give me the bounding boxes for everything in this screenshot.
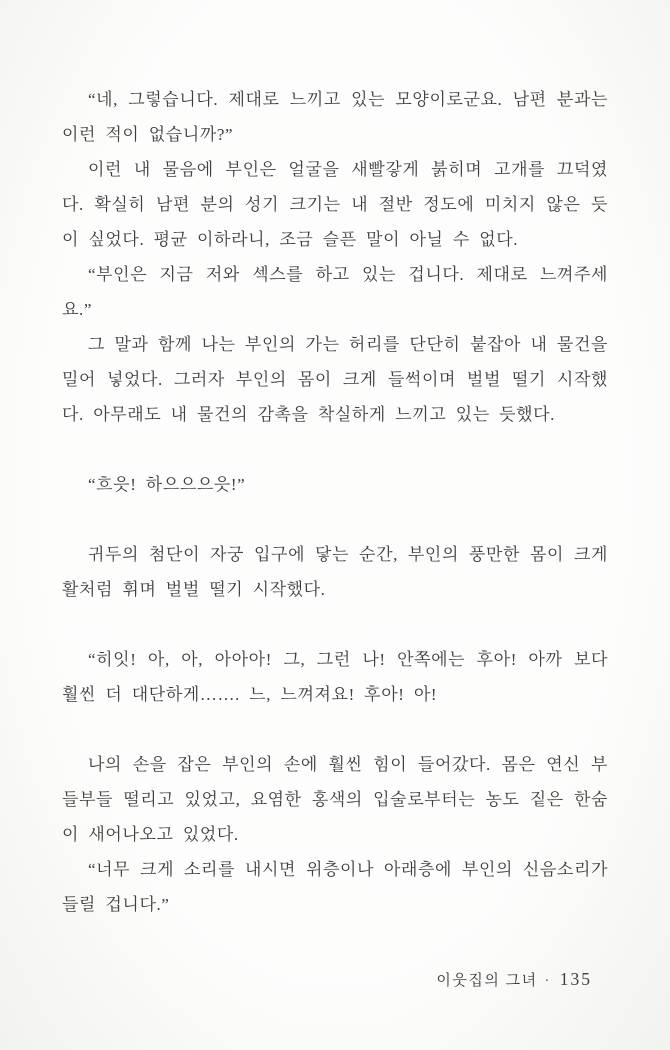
paragraph: “부인은 지금 저와 섹스를 하고 있는 겁니다. 제대로 느껴주세요.” (62, 265, 608, 319)
page-footer (436, 969, 592, 990)
paragraph: “네, 그렇습니다. 제대로 느끼고 있는 모양이로군요. 남편 분과는 이런 적이 없습니까?” (62, 90, 608, 144)
paragraph: “너무 크게 소리를 내시면 위층이나 아래층에 부인의 신음소리가 들릴 겁니다.” (62, 860, 608, 914)
paragraph: 이런 내 물음에 부인은 얼굴을 새빨갛게 붉히며 고개를 끄덕였다. 확실히 남편 분의 성기 크기는 내 절반 정도에 미치지 않은 듯이 싶었다. 평균 이하라니, 조금 슬픈 말이 아닐 수 없다. (62, 160, 608, 249)
paragraph: 그 말과 함께 나는 부인의 가는 허리를 단단히 붙잡아 내 물건을 밀어 넣었다. 그러자 부인의 몸이 크게 들썩이며 벌벌 떨기 시작했다. 아무래도 내 물건의 감촉을 착실하게 느끼고 있는 듯했다. (62, 335, 608, 424)
paragraph: 나의 손을 잡은 부인의 손에 훨씬 힘이 들어갔다. 몸은 연신 부들부들 떨리고 있었고, 요염한 홍색의 입술로부터는 농도 짙은 한숨이 새어나오고 있었다. (62, 755, 608, 844)
paragraph: “흐읏! 하으으으읏!” (88, 475, 246, 494)
page-text-block (62, 82, 608, 922)
running-title: 이웃집의 그녀 (436, 973, 538, 989)
paragraph: 귀두의 첨단이 자궁 입구에 닿는 순간, 부인의 풍만한 몸이 크게 활처럼 휘며 벌벌 떨기 시작했다. (62, 545, 608, 599)
footer-separator: · (544, 974, 551, 989)
paragraph: “히잇! 아, 아, 아아아! 그, 그런 나! 안쪽에는 후아! 아까 보다 훨씬 더 대단하게……. 느, 느껴져요! 후아! 아! (62, 650, 608, 704)
page-number: 135 (559, 969, 592, 989)
